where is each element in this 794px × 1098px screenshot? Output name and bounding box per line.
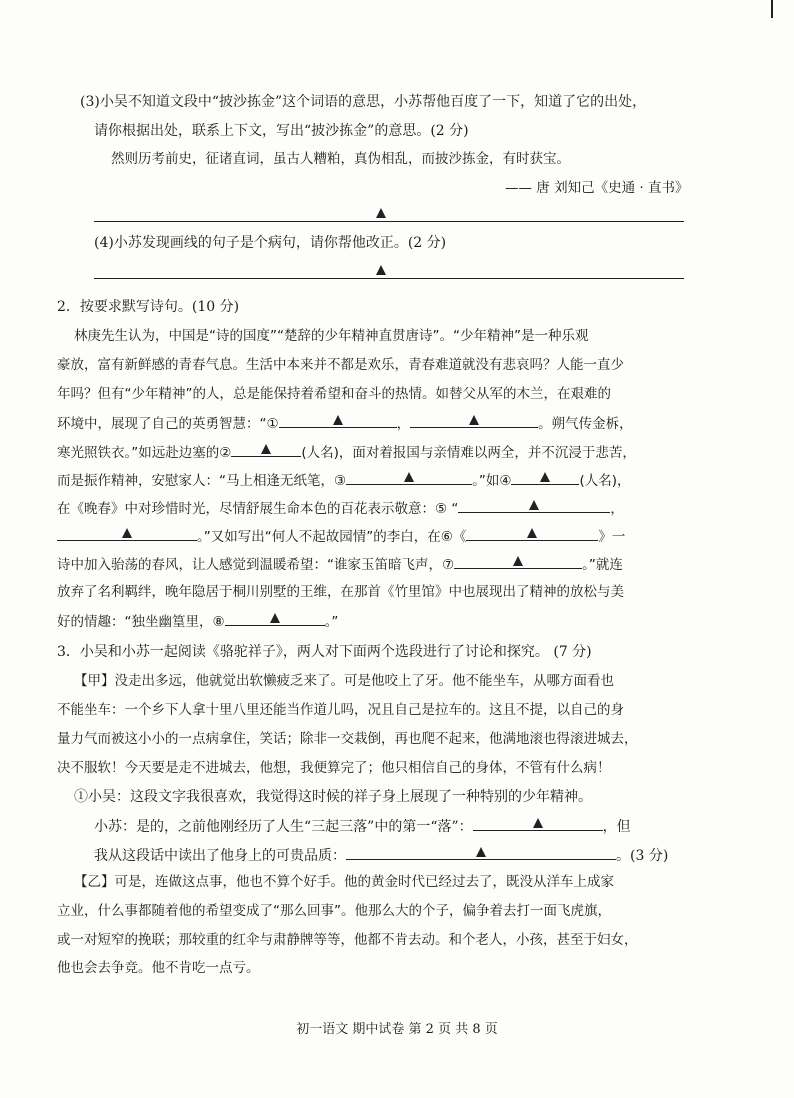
q3-yi-line1: 【乙】可是，连做这点事，他也不算个好手。他的黄金时代已经过去了，既没从洋车上成家 bbox=[74, 874, 614, 890]
q2-text-line5-b: (人名)，面对着报国与亲情难以两全，并不沉浸于悲苦， bbox=[301, 445, 636, 461]
q3-blank-1[interactable] bbox=[473, 815, 603, 831]
q3-yi-line2: 立业，什么事都随着他的希望变成了“那么回事”。他那么大的个子，偏争着去打一面飞虎旗， bbox=[57, 903, 611, 919]
q3-yi-line3: 或一对短窄的挽联；那较重的红伞与肃静牌等等，他都不肯去动。和个老人，小孩，甚至于妇女， bbox=[57, 932, 638, 948]
q3-su-line2 bbox=[94, 844, 668, 866]
blank-marker bbox=[529, 500, 539, 510]
q2-text-line4: 环境中，展现了自己的英勇智慧：“① ， 。朔气传金柝， bbox=[57, 412, 633, 434]
q3-su-line2-text: 我从这段话中读出了他身上的可贵品质： bbox=[94, 848, 346, 864]
q2-blank-7[interactable] bbox=[454, 553, 582, 569]
q1-item4-answer-line[interactable] bbox=[94, 278, 684, 279]
q2-text-line6-c: (人名)， bbox=[579, 473, 631, 489]
q3-jia-line2: 不能坐车：一个乡下人拿十里八里还能当作道儿吗，况且自己是拉车的。这且不提，以自己的身 bbox=[57, 702, 624, 718]
q3-heading: 3．小吴和小苏一起阅读《骆驼祥子》，两人对下面两个选段进行了讨论和探究。 (7 分) bbox=[57, 644, 592, 660]
q1-item3-prompt-line2: 请你根据出处，联系上下文，写出“披沙拣金”的意思。(2 分) bbox=[94, 123, 469, 139]
q2-blank-3[interactable] bbox=[346, 469, 472, 485]
q2-text-line8-b: 》一 bbox=[598, 529, 626, 545]
q2-text-line4-a: 环境中，展现了自己的英勇智慧：“① bbox=[57, 416, 279, 432]
blank-marker bbox=[122, 528, 132, 538]
q2-blank-4[interactable] bbox=[511, 469, 579, 485]
q2-text-line8 bbox=[57, 525, 625, 547]
q2-blank-8[interactable] bbox=[225, 610, 325, 626]
blank-marker bbox=[513, 556, 523, 566]
q3-blank-2[interactable] bbox=[346, 844, 616, 860]
q2-blank-5a[interactable] bbox=[458, 497, 610, 513]
q2-text-line5 bbox=[57, 441, 636, 463]
q3-su-line2-end: 。(3 分) bbox=[616, 848, 669, 864]
blank-marker bbox=[333, 415, 343, 425]
page-footer: 初一语文 期中试卷 第 2 页 共 8 页 bbox=[296, 1022, 498, 1037]
q3-su-line1 bbox=[94, 815, 631, 837]
q2-text-line6 bbox=[57, 469, 631, 491]
q2-text-line9 bbox=[57, 553, 623, 575]
q2-blank-6[interactable] bbox=[466, 525, 598, 541]
q3-yi-line4: 他也会去争竞。他不肯吃一点亏。 bbox=[57, 960, 260, 976]
q2-text-line4-b: 。朔气传金柝， bbox=[538, 416, 633, 432]
q1-item4-prompt: (4)小苏发现画线的句子是个病句，请你帮他改正。(2 分) bbox=[94, 235, 447, 251]
scan-edge-mark bbox=[771, 0, 773, 18]
q3-su-line1-text: 小苏：是的，之前他刚经历了人生“三起三落”中的第一“落”： bbox=[94, 819, 473, 835]
q2-text-line1: 林庚先生认为，中国是“诗的国度”“楚辞的少年精神直贯唐诗”。“少年精神”是一种乐观 bbox=[74, 328, 589, 344]
q2-text-line8-a: 。”又如写出“何人不起故园情”的李白，在⑥《 bbox=[197, 529, 467, 545]
q2-text-line7 bbox=[57, 497, 624, 519]
q1-item4-answer-marker bbox=[376, 265, 386, 275]
q2-text-line10: 放弃了名利羁绊，晚年隐居于桐川别墅的王维，在那首《竹里馆》中也展现出了精神的放松与美 bbox=[57, 584, 624, 600]
q3-jia-line3: 量力气而被这小小的一点病拿住，笑话；除非一交栽倒，再也爬不起来，他满地滚也得滚进城去， bbox=[57, 731, 638, 747]
q1-item3-source: —— 唐 刘知己《史通 · 直书》 bbox=[505, 180, 689, 196]
blank-marker bbox=[476, 847, 486, 857]
q3-jia-line1: 【甲】没走出多远，他就觉出软懒疲乏来了。可是他咬上了牙。他不能坐车，从哪方面看也 bbox=[74, 673, 614, 689]
q3-su-line1-end: ，但 bbox=[602, 819, 631, 835]
q2-blank-1a[interactable] bbox=[279, 412, 397, 428]
blank-marker bbox=[540, 472, 550, 482]
q2-text-line11-b: 。” bbox=[324, 614, 339, 630]
q3-wu-comment-text: ①小吴：这段文字我很喜欢，我觉得这时候的祥子身上展现了一种特别的少年精神。 bbox=[74, 789, 592, 805]
q2-blank-5b[interactable] bbox=[57, 525, 197, 541]
q2-text-line3: 年吗？但有“少年精神”的人，总是能保持着希望和奋斗的热情。如替父从军的木兰，在艰难的 bbox=[57, 386, 611, 402]
blank-marker bbox=[469, 415, 479, 425]
q2-text-line2: 豪放，富有新鲜感的青春气息。生活中本来并不都是欢乐，青春难道就没有悲哀吗？人能一直少 bbox=[57, 357, 624, 373]
blank-marker bbox=[533, 818, 543, 828]
blank-marker bbox=[270, 613, 280, 623]
q1-item3-answer-line[interactable] bbox=[94, 221, 684, 222]
q2-text-line11-a: 好的情趣：“独坐幽篁里，⑧ bbox=[57, 614, 225, 630]
q2-text-line9-b: 。”就连 bbox=[582, 557, 623, 573]
q2-text-line7-b: ， bbox=[610, 501, 624, 517]
q2-text-line6-a: 而是振作精神，安慰家人：“马上相逢无纸笔，③ bbox=[57, 473, 347, 489]
q3-wu-comment bbox=[74, 787, 592, 807]
q3-jia-line4: 决不服软！今天要是走不进城去，他想，我便算完了；他只相信自己的身体，不管有什么病！ bbox=[57, 760, 611, 776]
q2-text-line5-a: 寒光照铁衣。”如远赴边塞的② bbox=[57, 445, 232, 461]
q1-item3-answer-marker bbox=[376, 208, 386, 218]
q2-blank-1b[interactable] bbox=[410, 412, 538, 428]
q2-text-line7-a: 在《晚春》中对珍惜时光，尽情舒展生命本色的百花表示敬意：⑤ “ bbox=[57, 501, 459, 517]
blank-marker bbox=[404, 472, 414, 482]
q2-text-line6-b: 。”如④ bbox=[472, 473, 512, 489]
q2-heading: 2．按要求默写诗句。(10 分) bbox=[57, 299, 240, 315]
blank-marker bbox=[261, 444, 271, 454]
q1-item3-prompt-line1: (3)小吴不知道文段中“披沙拣金”这个词语的意思，小苏帮他百度了一下，知道了它的出处， bbox=[80, 94, 647, 110]
q2-text-line9-a: 诗中加入骀荡的春风，让人感觉到温暖希望：“谁家玉笛暗飞声，⑦ bbox=[57, 557, 455, 573]
q1-item3-quote: 然则历考前史，征诸直词，虽古人糟粕，真伪相乱，而披沙拣金，有时获宝。 bbox=[111, 151, 570, 167]
q2-text-line11 bbox=[57, 610, 338, 632]
q2-blank-2[interactable] bbox=[231, 441, 301, 457]
blank-marker bbox=[527, 528, 537, 538]
